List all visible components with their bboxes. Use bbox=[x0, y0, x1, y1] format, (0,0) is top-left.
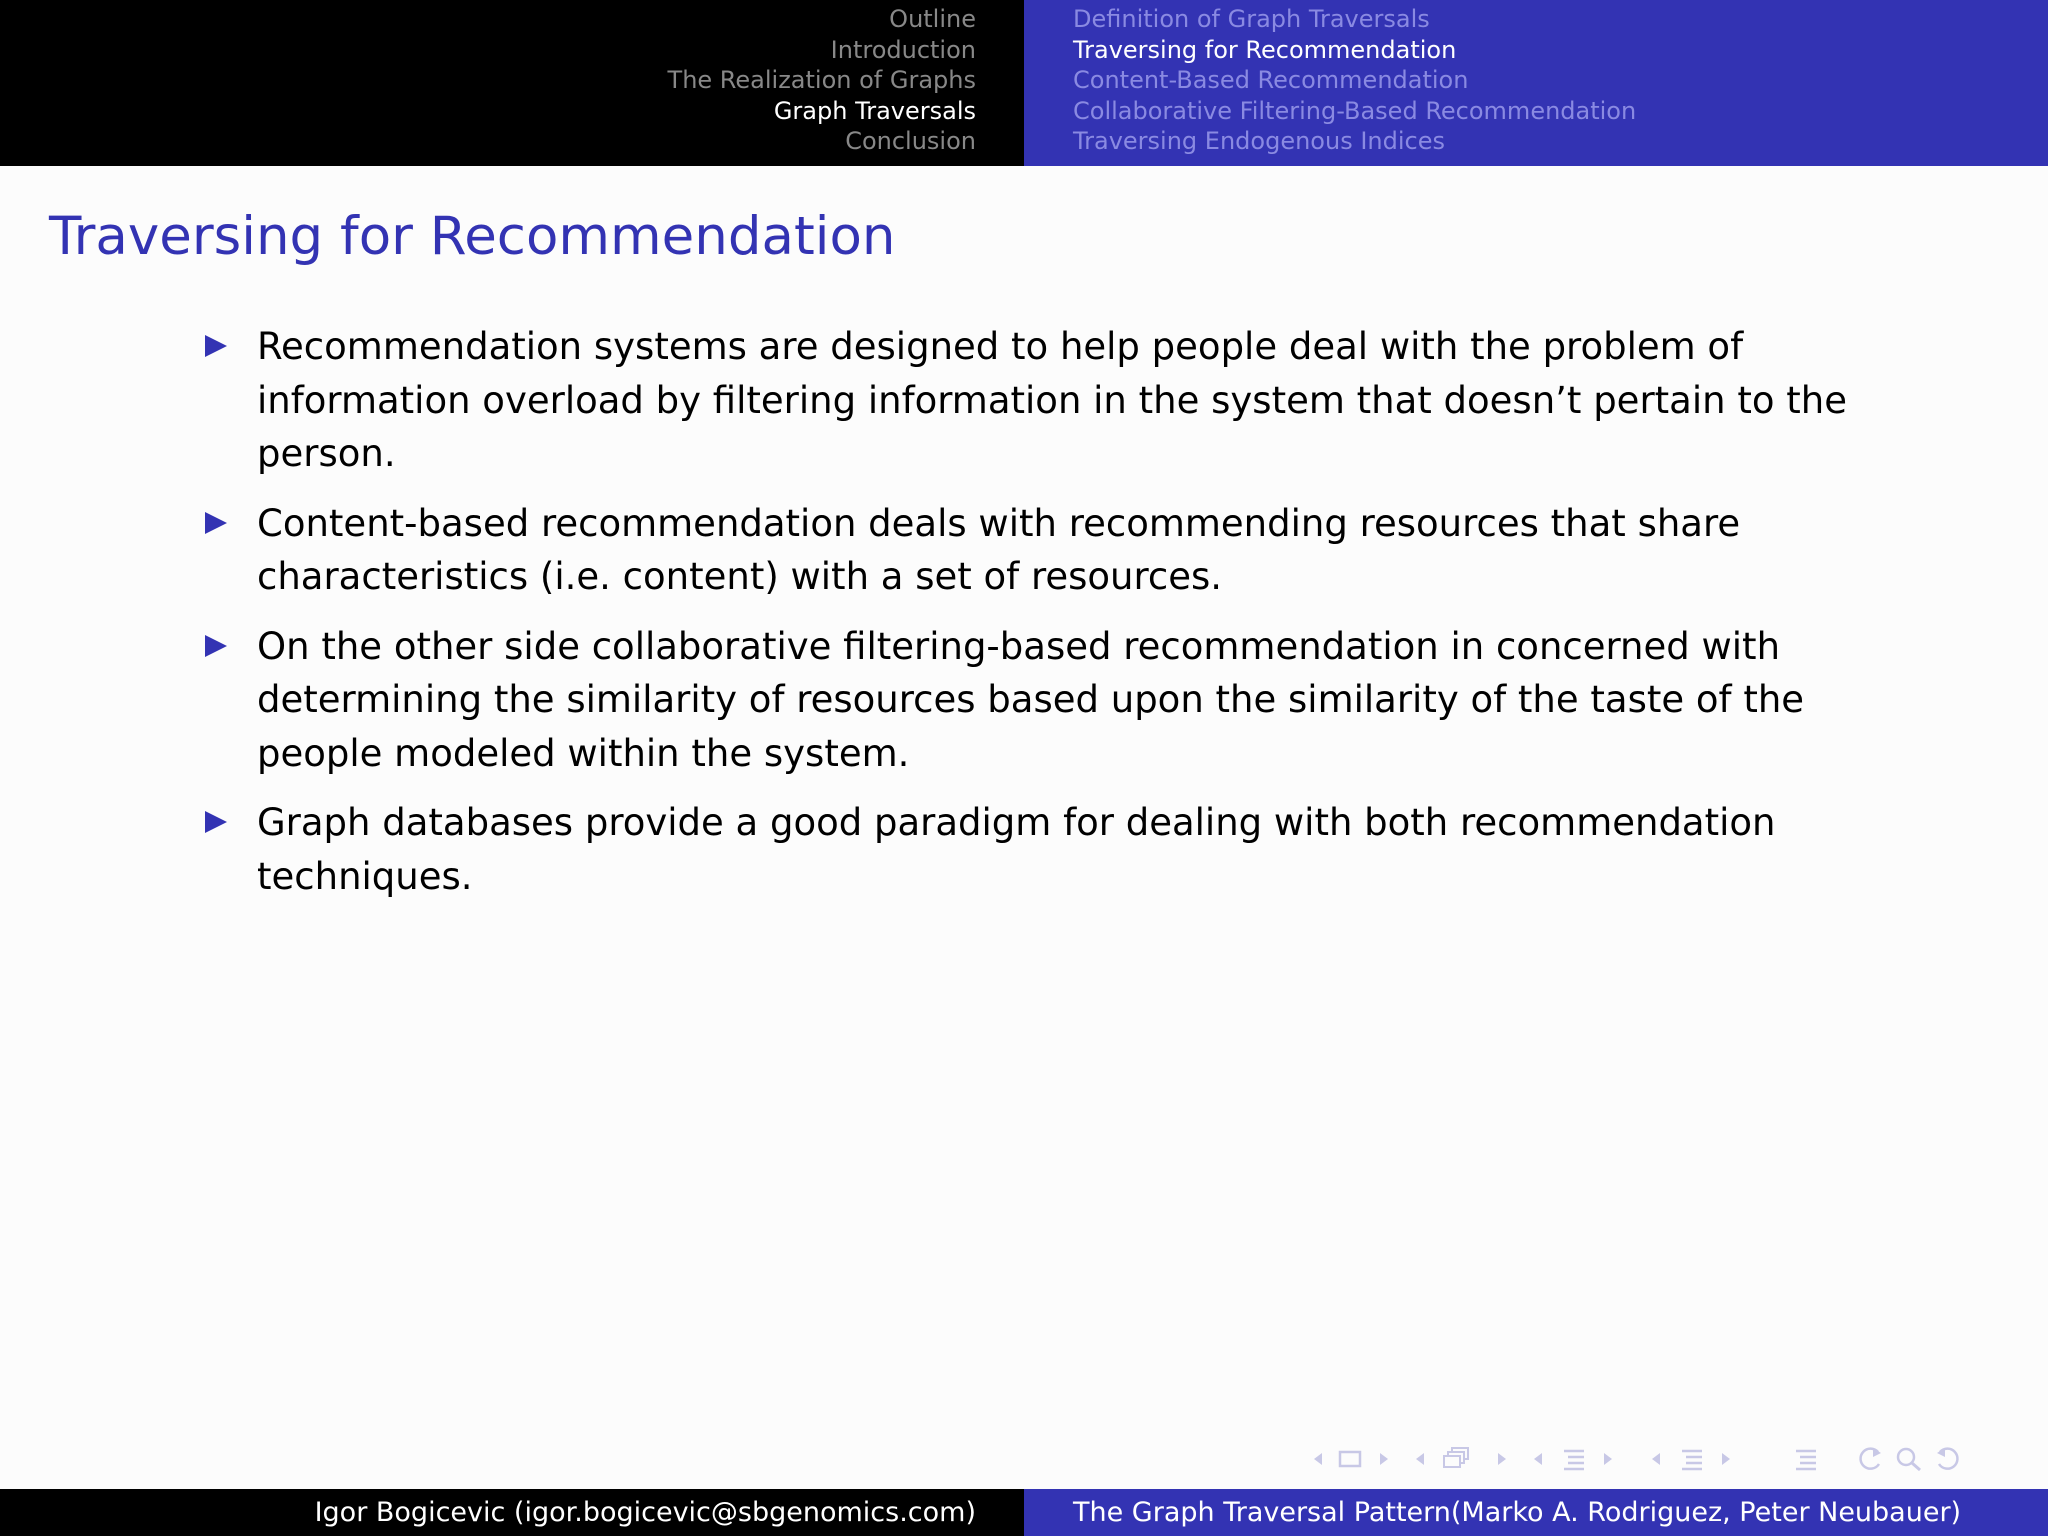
subsection-nav-icon[interactable] bbox=[1412, 1444, 1524, 1474]
beamer-navigation bbox=[1310, 1444, 1972, 1474]
bullet-item bbox=[205, 497, 1905, 604]
section-nav-icon[interactable] bbox=[1530, 1444, 1642, 1474]
bullet-text: Graph databases provide a good paradigm for dealing with both recommendation techniques. bbox=[257, 801, 1776, 898]
search-icon[interactable] bbox=[1892, 1444, 1926, 1474]
frame-nav-icon[interactable] bbox=[1310, 1444, 1406, 1474]
section-realization-of-graphs[interactable]: The Realization of Graphs bbox=[667, 66, 976, 94]
section-outline[interactable]: Outline bbox=[889, 5, 976, 33]
part-nav-icon[interactable] bbox=[1648, 1444, 1760, 1474]
subsection-collaborative-filtering[interactable]: Collaborative Filtering-Based Recommendation bbox=[1073, 96, 1637, 125]
bullet-triangle-icon bbox=[205, 811, 227, 833]
subsection-nav bbox=[1024, 0, 2048, 166]
footer-author: Igor Bogicevic (igor.bogicevic@sbgenomics.com) bbox=[0, 1489, 1024, 1536]
bullet-text: Content-based recommendation deals with recommending resources that share characteristics (i.e. content) with a set of resources. bbox=[257, 501, 1741, 598]
bullet-text: On the other side collaborative filtering-based recommendation in concerned with determining the similarity of resources based upon the similarity of the taste of the people modeled within the system. bbox=[257, 624, 1805, 775]
footer-bar bbox=[0, 1489, 2048, 1536]
bullet-list bbox=[205, 320, 1905, 919]
bullet-triangle-icon bbox=[205, 512, 227, 534]
bullet-text: Recommendation systems are designed to help people deal with the problem of information overload by filtering information in the system that doesn’t pertain to the person. bbox=[257, 325, 1847, 475]
header-bar bbox=[0, 0, 2048, 166]
bullet-item bbox=[205, 796, 1905, 903]
bullet-triangle-icon bbox=[205, 335, 227, 357]
section-introduction[interactable]: Introduction bbox=[830, 35, 976, 64]
forward-icon[interactable] bbox=[1932, 1444, 1966, 1474]
outline-icon[interactable] bbox=[1766, 1444, 1846, 1474]
subsection-definition[interactable]: Definition of Graph Traversals bbox=[1073, 5, 1430, 33]
bullet-item bbox=[205, 620, 1905, 781]
footer-title: The Graph Traversal Pattern(Marko A. Rodriguez, Peter Neubauer) bbox=[1024, 1489, 2048, 1536]
subsection-traversing-recommendation[interactable]: Traversing for Recommendation bbox=[1073, 35, 1457, 64]
slide-body bbox=[0, 166, 2048, 1489]
section-nav bbox=[0, 0, 1024, 166]
subsection-content-based[interactable]: Content-Based Recommendation bbox=[1073, 66, 1469, 94]
bullet-item bbox=[205, 320, 1905, 481]
section-conclusion[interactable]: Conclusion bbox=[845, 127, 976, 155]
back-icon[interactable] bbox=[1852, 1444, 1886, 1474]
slide-title: Traversing for Recommendation bbox=[49, 206, 896, 267]
subsection-endogenous-indices[interactable]: Traversing Endogenous Indices bbox=[1073, 127, 1445, 155]
section-graph-traversals[interactable]: Graph Traversals bbox=[773, 96, 976, 125]
bullet-triangle-icon bbox=[205, 635, 227, 657]
